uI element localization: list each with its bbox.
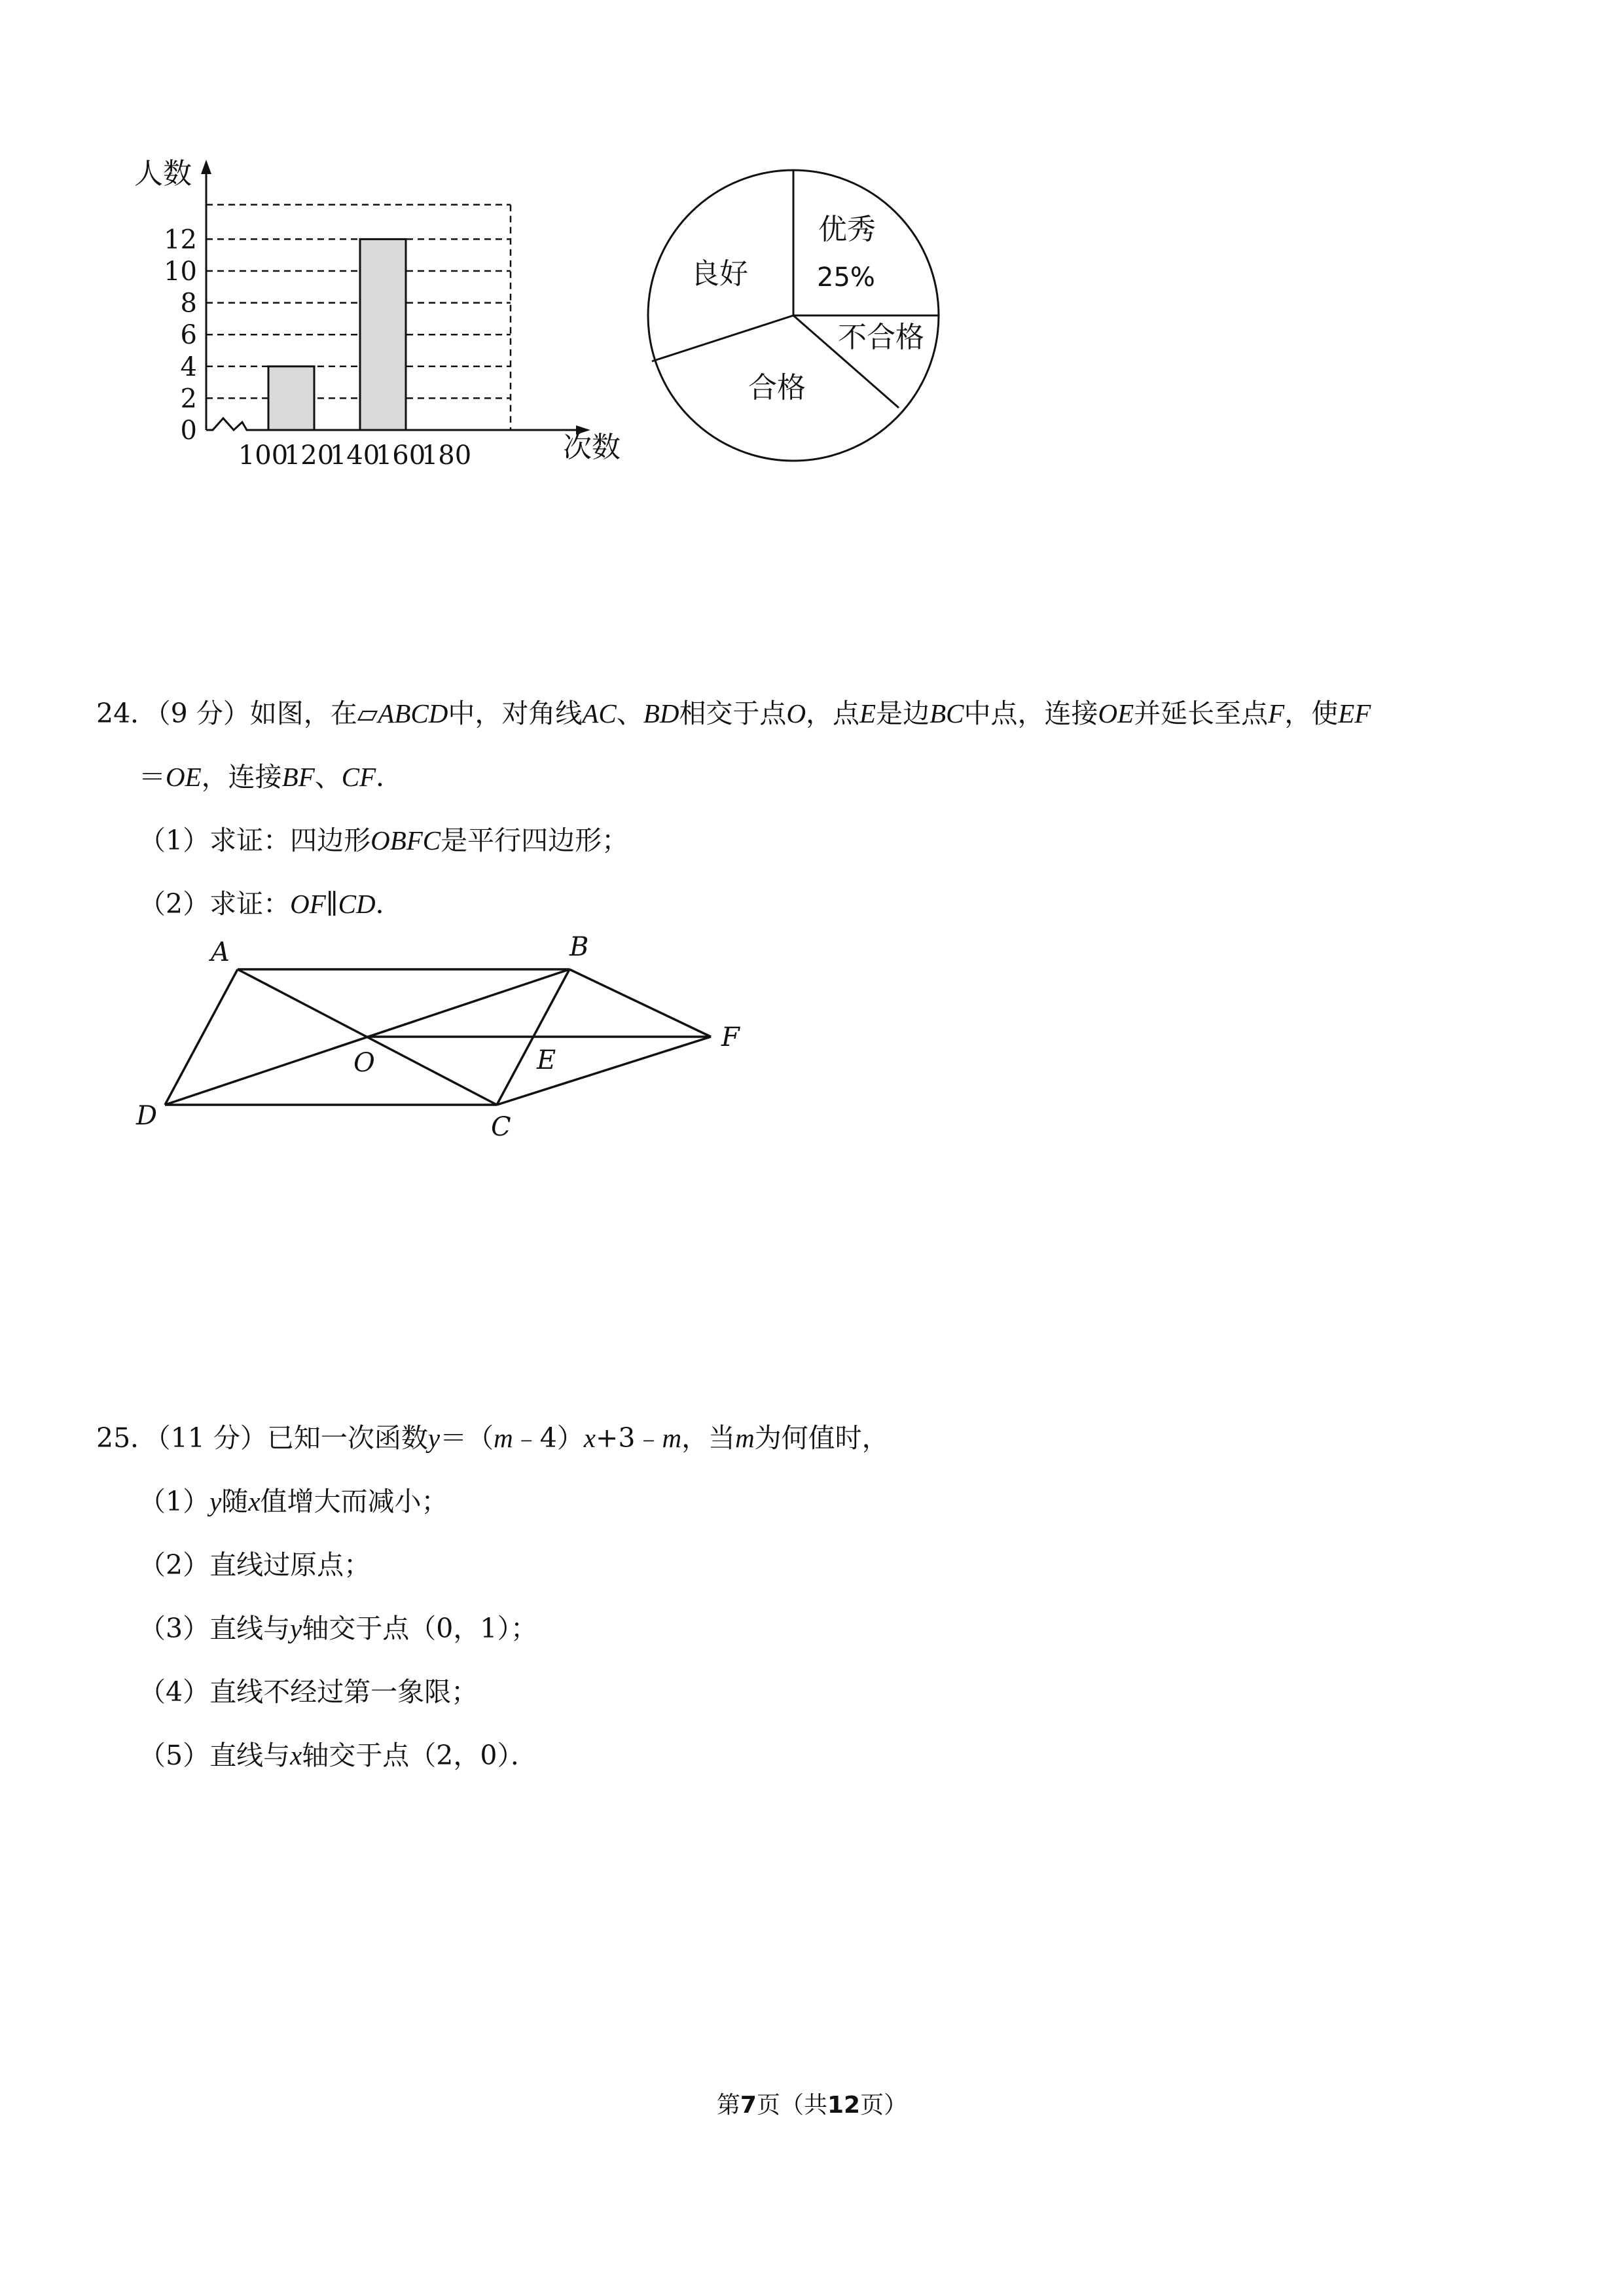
- q24-text: 如图，在▱: [249, 698, 378, 729]
- q25-text: ，当: [681, 1422, 736, 1454]
- q25-text: （3）直线与: [139, 1613, 291, 1644]
- point-label-B: B: [569, 936, 589, 962]
- page-footer: [0, 2087, 1624, 2120]
- q24-text: 、: [314, 761, 342, 793]
- q24-math: EF: [1338, 698, 1371, 728]
- q25-text: 轴交于点（0，1）；: [302, 1613, 537, 1644]
- q24-text: （2）求证：: [139, 888, 291, 920]
- q24-text: ＝: [139, 761, 166, 793]
- q25-math: m: [662, 1423, 682, 1453]
- q24-math: OF∥CD: [290, 889, 376, 919]
- q24-text: ，使: [1284, 698, 1339, 729]
- pie-label-pass: 合格: [748, 371, 806, 404]
- q24-text: 、: [616, 698, 643, 729]
- y-tick-label: 2: [180, 384, 197, 414]
- q24-part2: [139, 884, 403, 924]
- footer-page-number: 7: [740, 2092, 757, 2119]
- point-label-A: A: [211, 937, 230, 967]
- y-tick-label: 0: [180, 416, 197, 446]
- y-axis-arrow: [201, 160, 211, 174]
- q24-text: 并延长至点: [1134, 698, 1269, 729]
- q25-math: x: [583, 1423, 596, 1453]
- q24-text: 是平行四边形；: [441, 825, 629, 856]
- pie-label-excellent-pct: 25%: [817, 262, 875, 293]
- parallelogram-figure: [124, 936, 766, 1158]
- histogram-bar: [268, 367, 314, 430]
- q25-text: （1）: [139, 1486, 210, 1517]
- q25-text: +3﹣: [596, 1422, 662, 1454]
- y-tick-label: 8: [180, 288, 197, 319]
- histogram-bar: [360, 239, 406, 430]
- point-label-E: E: [537, 1045, 556, 1075]
- q25-text: 已知一次函数: [266, 1422, 428, 1454]
- q24-math: OE: [166, 762, 202, 792]
- x-tick-label: 100: [238, 440, 289, 471]
- q24-math: E: [859, 698, 876, 728]
- x-axis-title: 次数: [563, 431, 621, 464]
- q25-math: y: [209, 1486, 222, 1516]
- q25-part4: [139, 1672, 478, 1712]
- y-tick-label: 4: [180, 351, 197, 382]
- q24-math: BC: [929, 698, 964, 728]
- q25-math: y: [290, 1613, 302, 1643]
- q24-text: 相交于点: [679, 698, 787, 729]
- q24-text: 中点，连接: [964, 698, 1098, 729]
- q25-math: y: [427, 1423, 441, 1453]
- q24-stem-line2: [139, 757, 403, 797]
- point-label-D: D: [136, 1101, 158, 1131]
- q24-math: BF: [281, 762, 315, 792]
- q24-text: （1）求证：四边形: [139, 825, 371, 856]
- pie-divider-pass-good: [652, 315, 793, 361]
- q25-math: x: [290, 1740, 302, 1770]
- point-label-C: C: [491, 1112, 511, 1142]
- point-label-O: O: [353, 1048, 375, 1078]
- q25-score: （11 分）: [157, 1422, 267, 1454]
- q25-part2: [139, 1545, 370, 1585]
- q25-text: （2）直线过原点；: [139, 1549, 371, 1581]
- q24-part1: [139, 821, 628, 860]
- footer-text: 第: [716, 2092, 740, 2119]
- q24-math: AC: [582, 698, 617, 728]
- x-tick-label: 160: [375, 440, 426, 471]
- q24-math: BD: [643, 698, 679, 728]
- pie-label-excellent: 优秀: [818, 213, 876, 246]
- q24-number: 24．: [96, 698, 158, 729]
- q24-math: OBFC: [370, 825, 441, 855]
- q24-math: CF: [341, 762, 376, 792]
- q24-math: F: [1268, 698, 1285, 728]
- q25-text: ﹣4）: [513, 1422, 584, 1454]
- q24-text: ．: [375, 888, 403, 920]
- q25-math: x: [248, 1486, 261, 1516]
- q25-text: 随: [221, 1486, 249, 1517]
- q25-part5: [139, 1736, 537, 1775]
- q25-math: m: [494, 1423, 513, 1453]
- footer-text: 页（共: [756, 2092, 827, 2119]
- segment-BF: [569, 969, 711, 1037]
- q24-text: 中，对角线: [448, 698, 583, 729]
- point-label-F: F: [721, 1022, 740, 1052]
- x-tick-label: 180: [421, 440, 472, 471]
- q25-text: 轴交于点（2，0）．: [302, 1740, 537, 1771]
- q25-text: （5）直线与: [139, 1740, 291, 1771]
- pie-label-fail: 不合格: [838, 321, 924, 354]
- q24-math: O: [786, 698, 806, 728]
- x-tick-label: 120: [283, 440, 334, 471]
- q25-math: m: [735, 1423, 755, 1453]
- q25-part3: [139, 1609, 537, 1648]
- q24-math: OE: [1098, 698, 1134, 728]
- histogram-chart: [118, 151, 641, 491]
- q24-math: ABCD: [378, 698, 448, 728]
- q25-number: 25．: [96, 1422, 158, 1454]
- q25-stem: [96, 1418, 889, 1458]
- q25-text: （4）直线不经过第一象限；: [139, 1676, 478, 1708]
- pie-label-good: 良好: [691, 257, 748, 291]
- q25-text: 值增大而减小；: [260, 1486, 448, 1517]
- y-tick-label: 12: [164, 224, 197, 255]
- footer-total-pages: 12: [827, 2092, 861, 2119]
- q24-text: ．: [376, 761, 403, 793]
- y-tick-label: 10: [164, 257, 197, 287]
- q24-text: 是边: [876, 698, 930, 729]
- q24-text: ，连接: [201, 761, 282, 793]
- y-tick-label: 6: [180, 320, 197, 351]
- footer-text: 页）: [860, 2092, 908, 2119]
- q24-score: （9 分）: [157, 698, 250, 729]
- y-axis-title: 人数: [134, 157, 192, 190]
- q25-text: ＝（: [440, 1422, 494, 1454]
- q24-text: ，点: [806, 698, 860, 729]
- q25-part1: [139, 1482, 448, 1521]
- x-tick-label: 140: [329, 440, 380, 471]
- q25-text: 为何值时，: [754, 1422, 889, 1454]
- pie-chart: [641, 164, 956, 471]
- q24-stem-line1: [96, 694, 1371, 733]
